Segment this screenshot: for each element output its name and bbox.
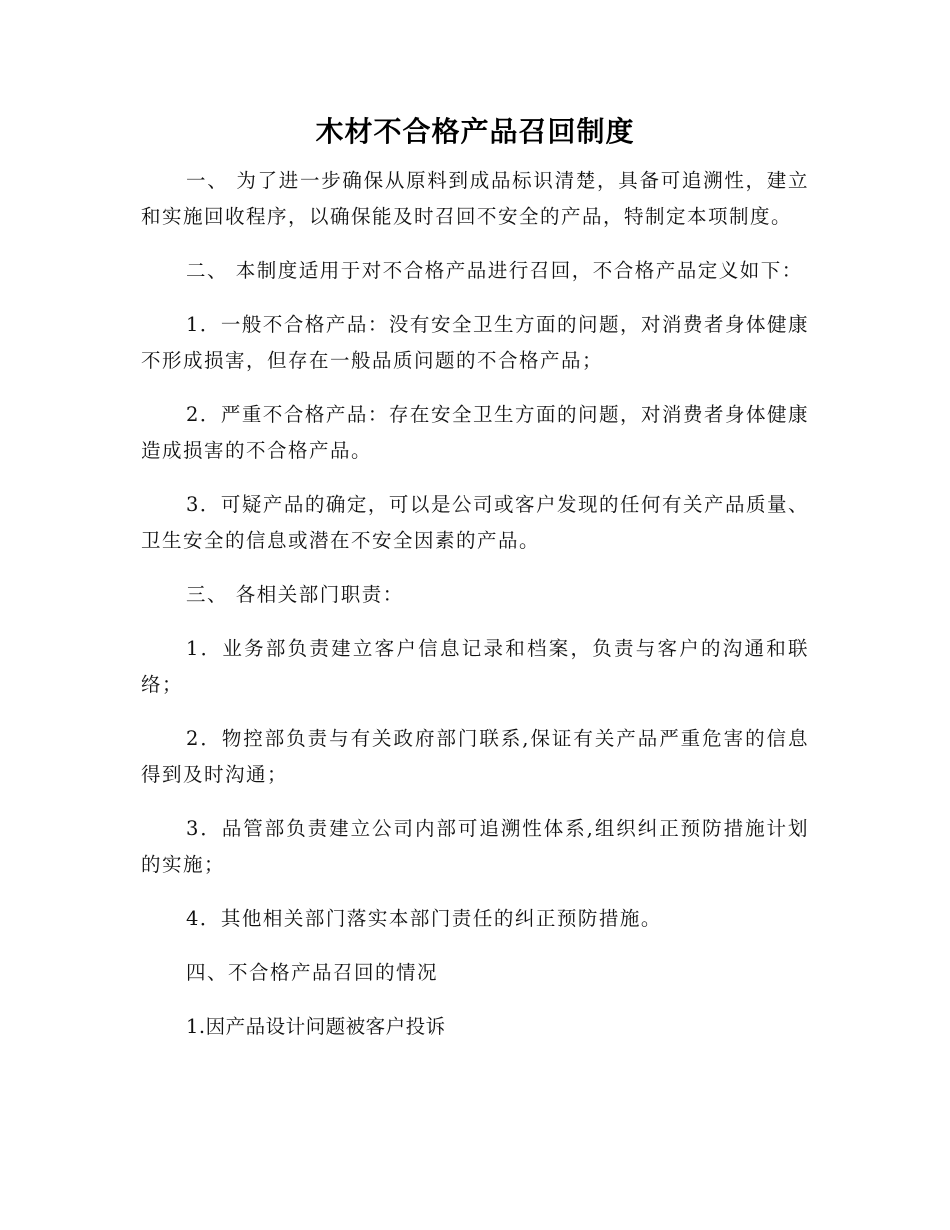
paragraph-suspect-product: 3．可疑产品的确定，可以是公司或客户发现的任何有关产品质量、卫生安全的信息或潜在不安全因素的产品。 [141, 493, 809, 552]
paragraph-1-purpose: 一、 为了进一步确保从原料到成品标识清楚，具备可追溯性，建立和实施回收程序，以确保能及时召回不安全的产品，特制定本项制度。 [141, 169, 809, 228]
document-title: 木材不合格产品召回制度 [315, 115, 635, 148]
paragraph-materials-dept: 2．物控部负责与有关政府部门联系,保证有关产品严重危害的信息得到及时沟通； [141, 727, 809, 786]
paragraph-other-depts: 4．其他相关部门落实本部门责任的纠正预防措施。 [186, 907, 662, 930]
paragraph-general-nonconforming: 1．一般不合格产品：没有安全卫生方面的问题，对消费者身体健康不形成损害，但存在一般品质问题的不合格产品； [141, 313, 809, 372]
paragraph-sales-dept: 1．业务部负责建立客户信息记录和档案，负责与客户的沟通和联络； [141, 637, 809, 696]
paragraph-design-complaint: 1.因产品设计问题被客户投诉 [186, 1015, 446, 1038]
paragraph-2-scope: 二、 本制度适用于对不合格产品进行召回，不合格产品定义如下： [186, 259, 803, 282]
paragraph-3-responsibilities: 三、 各相关部门职责： [186, 583, 404, 606]
paragraph-serious-nonconforming: 2．严重不合格产品：存在安全卫生方面的问题，对消费者身体健康造成损害的不合格产品。 [141, 403, 809, 462]
paragraph-4-recall-cases: 四、不合格产品召回的情况 [186, 961, 439, 984]
document-body [141, 163, 809, 1063]
paragraph-quality-dept: 3．品管部负责建立公司内部可追溯性体系,组织纠正预防措施计划的实施； [141, 817, 809, 876]
